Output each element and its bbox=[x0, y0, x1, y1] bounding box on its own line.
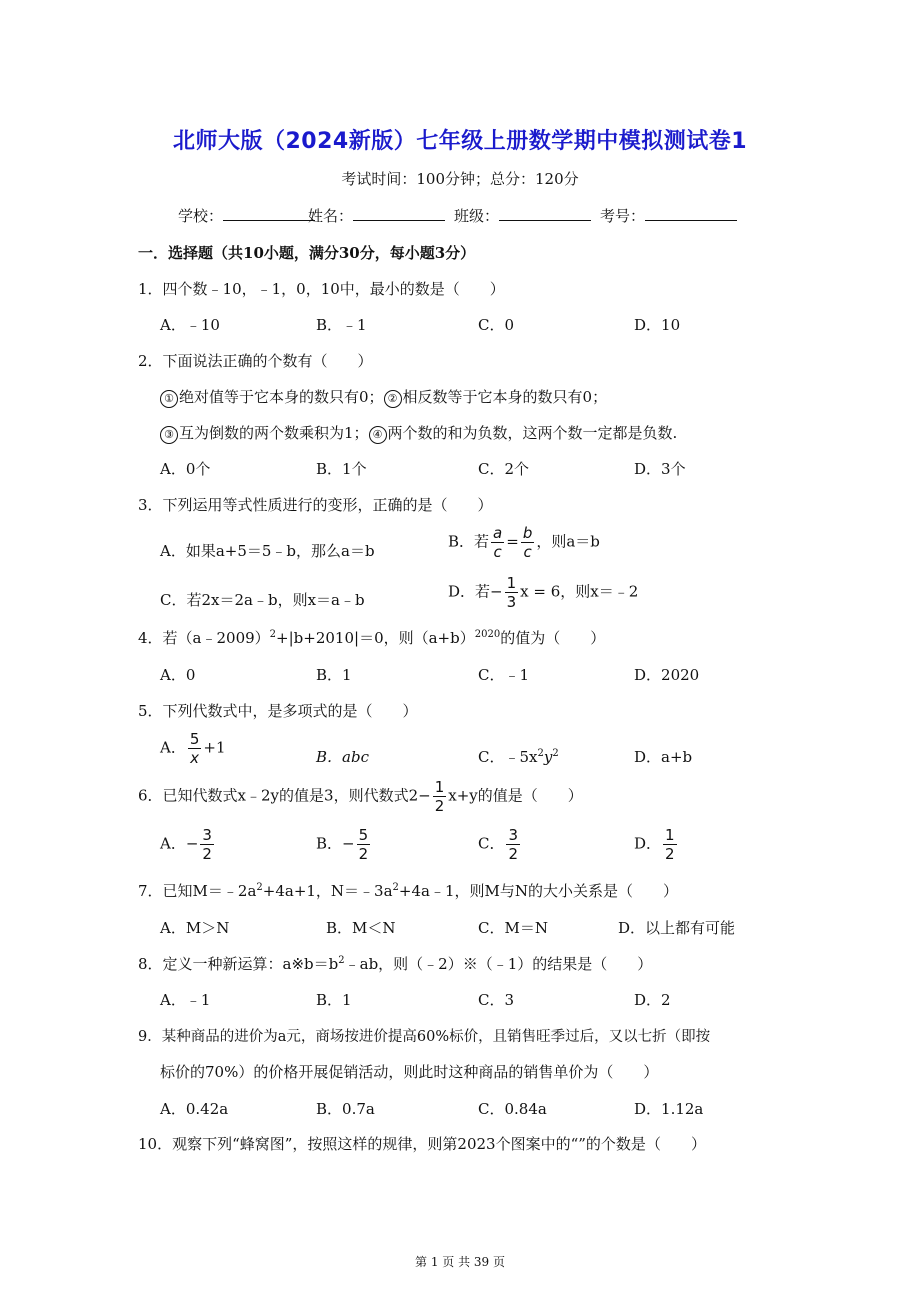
q7-option-d: D．以上都有可能 bbox=[618, 919, 736, 937]
fraction bbox=[188, 730, 202, 767]
name-blank bbox=[353, 206, 445, 221]
circled-number: ② bbox=[384, 390, 402, 408]
q8-option-c: C．3 bbox=[478, 991, 515, 1009]
name-field bbox=[308, 205, 447, 226]
q7-option-c: C．M＝N bbox=[478, 919, 548, 937]
class-blank bbox=[499, 206, 591, 221]
denominator: x bbox=[190, 749, 200, 767]
fraction bbox=[505, 574, 519, 611]
q9-option-d: D．1.12a bbox=[634, 1100, 704, 1118]
q7-stem-part: +4a+1，N＝﹣3a bbox=[262, 882, 393, 900]
denominator: 2 bbox=[358, 845, 369, 863]
q8-stem-part: 8．定义一种新运算：a※b＝b bbox=[138, 955, 339, 973]
q7-option-b: B．M＜N bbox=[326, 919, 396, 937]
circled-number: ③ bbox=[160, 426, 178, 444]
q9-option-a: A．0.42a bbox=[160, 1100, 229, 1118]
q6-option-a bbox=[160, 826, 216, 863]
denominator: 2 bbox=[665, 845, 675, 863]
q5-a-prefix: A． bbox=[160, 738, 186, 757]
denominator: 2 bbox=[434, 797, 445, 815]
q7-stem-part: 7．已知M＝﹣2a bbox=[138, 882, 257, 900]
option-prefix: A．− bbox=[160, 834, 199, 853]
superscript: 2 bbox=[537, 748, 544, 759]
page-footer: 第 1 页 共 39 页 bbox=[415, 1255, 505, 1269]
fraction bbox=[491, 524, 504, 561]
fraction bbox=[433, 778, 447, 815]
q3-option-d bbox=[448, 574, 638, 611]
q9-option-c: C．0.84a bbox=[478, 1100, 547, 1118]
superscript: 2 bbox=[552, 748, 559, 759]
q4-option-b: B．1 bbox=[316, 666, 352, 684]
q3-option-b bbox=[448, 524, 600, 561]
q3-d-prefix: D．若− bbox=[448, 582, 503, 601]
fraction bbox=[506, 826, 520, 863]
school-field bbox=[178, 205, 317, 226]
numerator: 3 bbox=[508, 826, 519, 844]
question-3: 3．下列运用等式性质进行的变形，正确的是（ ） bbox=[138, 496, 493, 514]
circled-number: ① bbox=[160, 390, 178, 408]
q4-stem-part: 的值为（ ） bbox=[500, 629, 606, 647]
question-1: 1．四个数﹣10，﹣1，0，10中，最小的数是（ ） bbox=[138, 280, 505, 298]
q2-statements-line1 bbox=[160, 386, 607, 408]
page-title: 北师大版（2024新版）七年级上册数学期中模拟测试卷1 bbox=[172, 129, 748, 154]
question-4 bbox=[138, 627, 605, 648]
q8-option-b: B．1 bbox=[316, 991, 352, 1009]
equals-sign: = bbox=[506, 532, 519, 551]
class-field bbox=[454, 205, 593, 226]
q3-b-suffix: ，则a＝b bbox=[536, 532, 600, 551]
q6-option-b bbox=[316, 826, 372, 863]
q5-c-part: C．﹣5x bbox=[478, 748, 538, 766]
numerator: 5 bbox=[358, 826, 369, 844]
option-prefix: B．− bbox=[316, 834, 355, 853]
number-label: 考号： bbox=[600, 207, 646, 225]
q7-stem-part: +4a﹣1，则M与N的大小关系是（ ） bbox=[398, 882, 679, 900]
superscript: 2 bbox=[338, 955, 345, 966]
q6-option-d bbox=[634, 826, 679, 863]
q1-option-a: A．﹣10 bbox=[160, 316, 220, 334]
q1-option-d: D．10 bbox=[634, 316, 681, 334]
denominator: c bbox=[523, 543, 532, 561]
q6-stem-part: x+y的值是（ ） bbox=[448, 786, 583, 805]
q5-c-part: y bbox=[543, 748, 553, 766]
question-7 bbox=[138, 880, 678, 901]
q2-option-c: C．2个 bbox=[478, 460, 530, 478]
exam-time-score: 考试时间：100分钟；总分：120分 bbox=[341, 170, 579, 188]
superscript: 2 bbox=[392, 882, 399, 893]
q2-option-b: B．1个 bbox=[316, 460, 367, 478]
question-6 bbox=[138, 778, 583, 815]
name-label: 姓名： bbox=[308, 207, 354, 225]
fraction bbox=[200, 826, 214, 863]
q8-stem-part: ﹣ab，则（﹣2）※（﹣1）的结果是（ ） bbox=[344, 955, 653, 973]
q1-option-b: B．﹣1 bbox=[316, 316, 367, 334]
q4-option-c: C．﹣1 bbox=[478, 666, 530, 684]
denominator: 2 bbox=[202, 845, 212, 863]
superscript: 2 bbox=[256, 882, 263, 893]
section-heading: 一．选择题（共10小题，满分30分，每小题3分） bbox=[138, 244, 476, 262]
q5-option-d: D．a+b bbox=[634, 748, 693, 766]
q5-a-suffix: +1 bbox=[203, 738, 226, 757]
q8-option-a: A．﹣1 bbox=[160, 991, 211, 1009]
question-10: 10．观察下列“蜂窝图”，按照这样的规律，则第2023个图案中的“”的个数是（ ） bbox=[138, 1135, 706, 1153]
numerator: 1 bbox=[434, 778, 445, 796]
q4-option-a: A．0 bbox=[160, 666, 196, 684]
option-prefix: D． bbox=[634, 834, 662, 853]
q2-option-d: D．3个 bbox=[634, 460, 686, 478]
q3-option-a: A．如果a+5＝5﹣b，那么a＝b bbox=[160, 542, 375, 560]
question-5: 5．下列代数式中，是多项式的是（ ） bbox=[138, 702, 418, 720]
q2-statement-4: 两个数的和为负数，这两个数一定都是负数. bbox=[387, 424, 678, 442]
q4-stem-part: 4．若（a﹣2009） bbox=[138, 629, 270, 647]
number-blank bbox=[645, 206, 737, 221]
question-8 bbox=[138, 953, 652, 974]
class-label: 班级： bbox=[454, 207, 500, 225]
q8-option-d: D．2 bbox=[634, 991, 671, 1009]
question-9-line2: 标价的70%）的价格开展促销活动，则此时这种商品的销售单价为（ ） bbox=[160, 1063, 659, 1081]
fraction bbox=[521, 524, 535, 561]
circled-number: ④ bbox=[369, 426, 387, 444]
q1-option-c: C．0 bbox=[478, 316, 515, 334]
denominator: c bbox=[493, 543, 502, 561]
numerator: b bbox=[522, 524, 533, 542]
q5-option-b: B．abc bbox=[316, 748, 369, 766]
q6-stem-part: 6．已知代数式x﹣2y的值是3，则代数式2− bbox=[138, 786, 431, 805]
denominator: 2 bbox=[508, 845, 519, 863]
number-field bbox=[600, 205, 739, 226]
numerator: a bbox=[493, 524, 503, 542]
q2-statement-2: 相反数等于它本身的数只有0； bbox=[402, 388, 608, 406]
school-label: 学校： bbox=[178, 207, 224, 225]
option-prefix: C． bbox=[478, 834, 505, 853]
q4-stem-part: +|b+2010|＝0，则（a+b） bbox=[276, 629, 475, 647]
school-blank bbox=[223, 206, 315, 221]
q3-option-c: C．若2x＝2a﹣b，则x＝a﹣b bbox=[160, 591, 365, 609]
q9-option-b: B．0.7a bbox=[316, 1100, 375, 1118]
superscript: 2020 bbox=[474, 629, 501, 640]
q3-b-prefix: B．若 bbox=[448, 532, 490, 551]
fraction bbox=[357, 826, 371, 863]
fraction bbox=[663, 826, 677, 863]
q7-option-a: A．M＞N bbox=[160, 919, 230, 937]
superscript: 2 bbox=[269, 629, 277, 640]
numerator: 5 bbox=[189, 730, 200, 748]
q5-option-c bbox=[478, 746, 559, 767]
q6-option-c bbox=[478, 826, 522, 863]
q2-statement-1: 绝对值等于它本身的数只有0； bbox=[179, 388, 384, 406]
q2-statements-line2 bbox=[160, 422, 677, 444]
numerator: 1 bbox=[665, 826, 675, 844]
q2-option-a: A．0个 bbox=[160, 460, 211, 478]
numerator: 1 bbox=[506, 574, 517, 592]
numerator: 3 bbox=[202, 826, 212, 844]
q5-option-a bbox=[160, 730, 226, 767]
question-2: 2．下面说法正确的个数有（ ） bbox=[138, 352, 373, 370]
question-9-line1: 9．某种商品的进价为a元，商场按进价提高60%标价，且销售旺季过后，又以七折（即按 bbox=[138, 1029, 711, 1045]
q3-d-suffix: x = 6，则x＝﹣2 bbox=[520, 582, 639, 601]
q4-option-d: D．2020 bbox=[634, 666, 700, 684]
denominator: 3 bbox=[506, 593, 517, 611]
q2-statement-3: 互为倒数的两个数乘积为1； bbox=[179, 424, 369, 442]
